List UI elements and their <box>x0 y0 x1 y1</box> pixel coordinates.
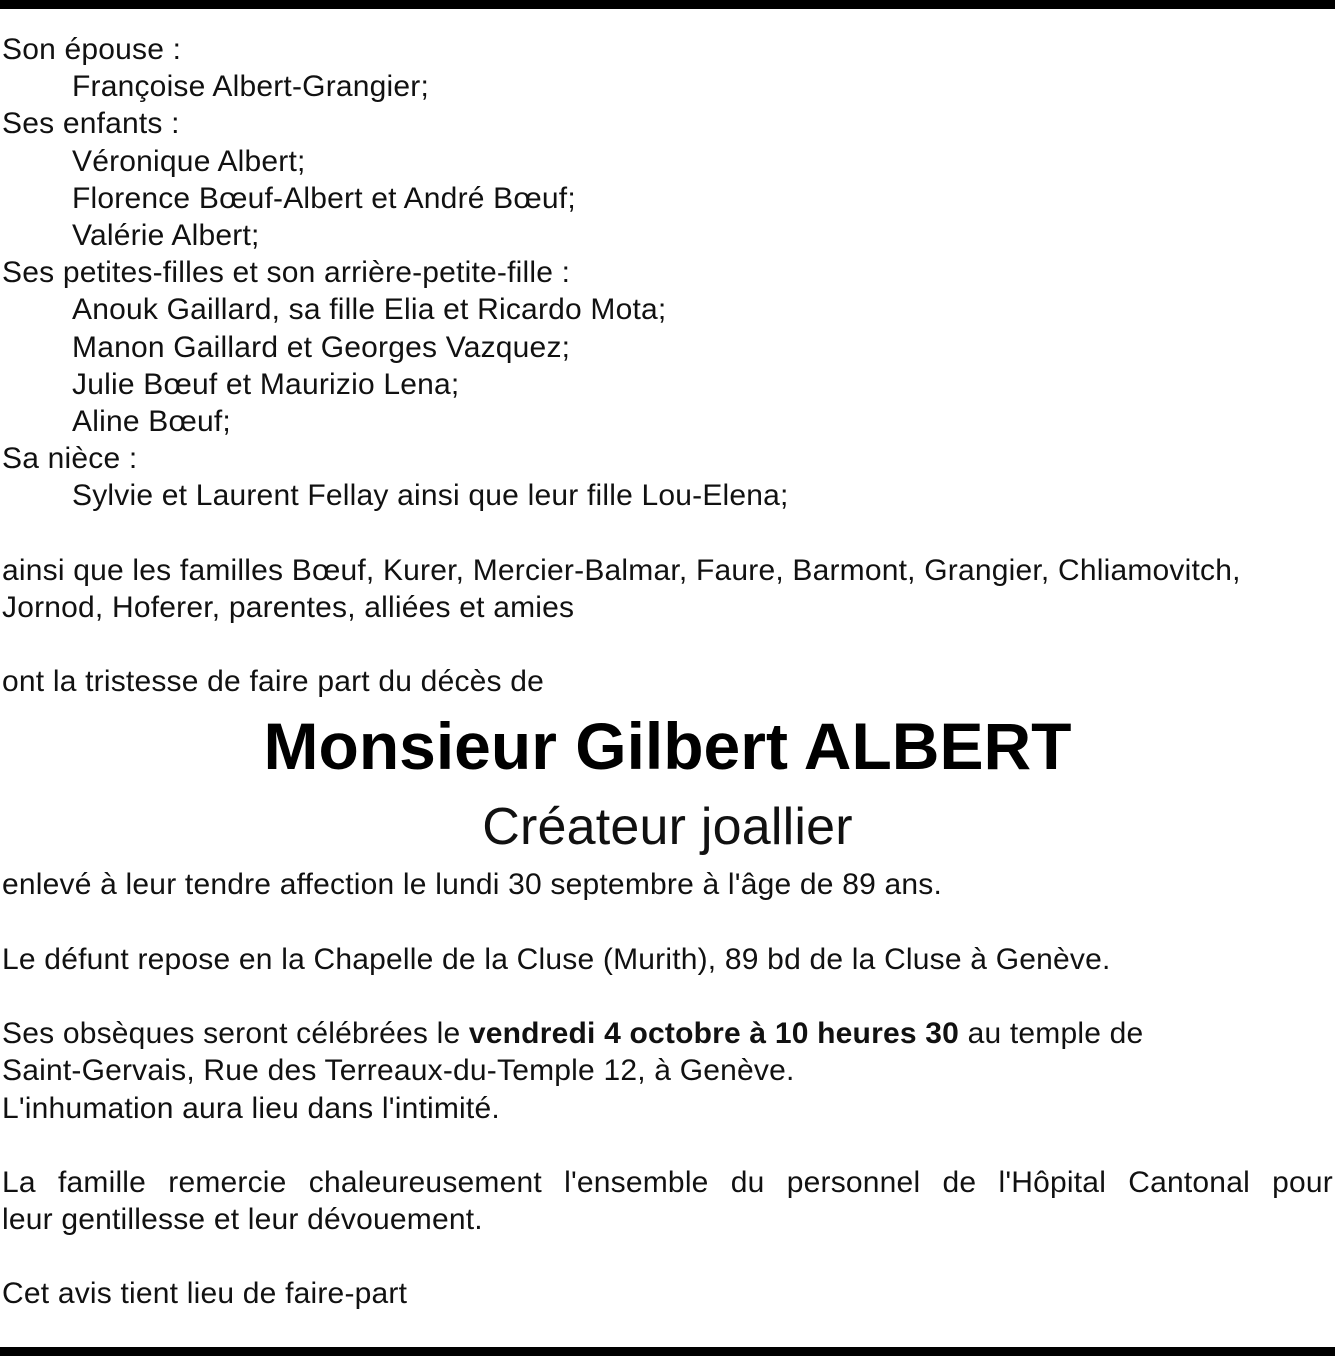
spacer <box>2 904 1333 941</box>
families-line: ainsi que les familles Bœuf, Kurer, Mercier-Balmar, Faure, Barmont, Grangier, Chliamovitch, <box>2 553 1241 587</box>
child-name: Florence Bœuf-Albert et André Bœuf; <box>72 181 576 215</box>
thanks-line: La famille remercie chaleureusement l'ensemble du personnel de l'Hôpital Cantonal pour <box>2 1165 1333 1199</box>
niece-name: Sylvie et Laurent Fellay ainsi que leur fille Lou-Elena; <box>72 479 789 513</box>
closing-text: Cet avis tient lieu de faire-part <box>2 1277 408 1311</box>
spacer <box>2 1127 1333 1164</box>
spacer <box>2 514 1333 551</box>
burial-info: L'inhumation aura lieu dans l'intimité. <box>2 1091 500 1125</box>
grandchild-name: Aline Bœuf; <box>72 404 231 438</box>
announcement-text: ont la tristesse de faire part du décès de <box>2 665 545 699</box>
spouse-name: Françoise Albert-Grangier; <box>72 70 430 104</box>
top-border-rule <box>0 0 1335 9</box>
deceased-profession: Créateur joallier <box>482 798 853 857</box>
grandchild-name: Manon Gaillard et Georges Vazquez; <box>72 330 571 364</box>
thanks-line: leur gentillesse et leur dévouement. <box>2 1203 483 1237</box>
funeral-intro: Ses obsèques seront célébrées le <box>2 1017 469 1051</box>
death-info: enlevé à leur tendre affection le lundi 30 septembre à l'âge de 89 ans. <box>2 868 943 902</box>
spouse-label: Son épouse : <box>2 33 182 66</box>
spacer <box>2 626 1333 663</box>
funeral-location: Saint-Gervais, Rue des Terreaux-du-Temple 12, à Genève. <box>2 1054 795 1088</box>
obituary-notice <box>2 31 1333 1313</box>
child-name: Véronique Albert; <box>72 144 306 178</box>
deceased-name: Monsieur Gilbert ALBERT <box>263 709 1072 784</box>
spacer <box>2 1238 1333 1275</box>
children-label: Ses enfants : <box>2 107 180 141</box>
funeral-outro: au temple de <box>959 1017 1144 1051</box>
grandchildren-label: Ses petites-filles et son arrière-petite-fille : <box>2 256 571 290</box>
funeral-line <box>2 1015 1333 1052</box>
rest-place: Le défunt repose en la Chapelle de la Cluse (Murith), 89 bd de la Cluse à Genève. <box>2 942 1111 976</box>
child-name: Valérie Albert; <box>72 218 260 252</box>
grandchild-name: Julie Bœuf et Maurizio Lena; <box>72 367 460 401</box>
families-line: Jornod, Hoferer, parentes, alliées et amies <box>2 590 575 624</box>
spacer <box>2 978 1333 1015</box>
niece-label: Sa nièce : <box>2 442 138 476</box>
funeral-datetime: vendredi 4 octobre à 10 heures 30 <box>468 1017 960 1051</box>
grandchild-name: Anouk Gaillard, sa fille Elia et Ricardo Mota; <box>72 293 667 327</box>
bottom-border-rule <box>0 1347 1335 1356</box>
